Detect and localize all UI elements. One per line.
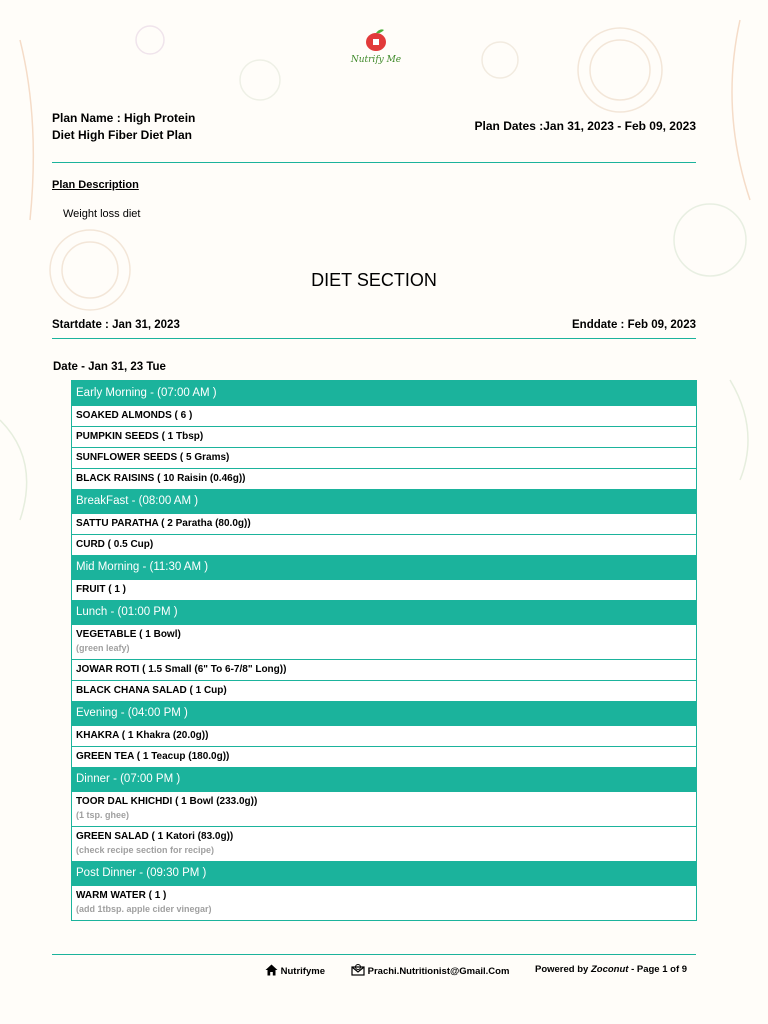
meal-item-note: (green leafy): [76, 643, 130, 653]
meal-item: [72, 746, 696, 767]
meal-item: [72, 886, 696, 920]
start-date: Startdate : Jan 31, 2023: [52, 319, 180, 331]
plan-name: [52, 110, 222, 144]
meal-item-name: BLACK RAISINS ( 10 Raisin (0.46g)): [76, 473, 246, 484]
home-icon: [265, 964, 278, 976]
meal-header: Evening - (04:00 PM ): [72, 701, 696, 726]
footer-site-label: Nutrifyme: [280, 966, 325, 977]
footer-email[interactable]: [351, 964, 509, 977]
footer-site[interactable]: [265, 964, 325, 977]
powered-prefix: Powered by: [535, 964, 591, 975]
divider: [52, 338, 696, 339]
meal-item: [72, 468, 696, 489]
plan-description-title: Plan Description: [52, 179, 139, 191]
meal-item: [72, 680, 696, 701]
diet-section-title: DIET SECTION: [311, 270, 437, 290]
end-date: Enddate : Feb 09, 2023: [572, 319, 696, 331]
meal-item-name: SOAKED ALMONDS ( 6 ): [76, 410, 193, 421]
plan-description-text: Weight loss diet: [63, 208, 141, 220]
meal-header: Mid Morning - (11:30 AM ): [72, 555, 696, 580]
apple-logo-icon: [362, 28, 390, 52]
meal-item: [72, 447, 696, 468]
meal-item: [72, 726, 696, 746]
meal-header: Early Morning - (07:00 AM ): [72, 381, 696, 406]
meal-item-name: SATTU PARATHA ( 2 Paratha (80.0g)): [76, 518, 251, 529]
email-icon: [351, 964, 365, 976]
nutrifyme-logo: [346, 28, 406, 72]
meal-item-name: BLACK CHANA SALAD ( 1 Cup): [76, 685, 227, 696]
meal-item-name: WARM WATER ( 1 ): [76, 890, 167, 901]
plan-name-line2: Diet High Fiber Diet Plan: [52, 128, 193, 142]
meal-item: [72, 792, 696, 826]
meal-header: BreakFast - (08:00 AM ): [72, 489, 696, 514]
meal-item: [72, 406, 696, 426]
meal-item-name: GREEN TEA ( 1 Teacup (180.0g)): [76, 751, 230, 762]
powered-brand: Zoconut: [590, 964, 629, 975]
diet-table: [71, 380, 697, 921]
meal-item-name: CURD ( 0.5 Cup): [76, 539, 154, 550]
meal-item-name: GREEN SALAD ( 1 Katori (83.0g)): [76, 831, 234, 842]
meal-item: [72, 426, 696, 447]
meal-header: Lunch - (01:00 PM ): [72, 600, 696, 625]
divider: [52, 162, 696, 163]
meal-item: [72, 826, 696, 861]
footer-divider: [52, 954, 696, 955]
meal-item-note: (check recipe section for recipe): [76, 845, 215, 855]
meal-item: [72, 534, 696, 555]
meal-header: Dinner - (07:00 PM ): [72, 767, 696, 792]
meal-item-name: PUMPKIN SEEDS ( 1 Tbsp): [76, 431, 204, 442]
day-date: Date - Jan 31, 23 Tue: [53, 361, 166, 373]
meal-item-name: KHAKRA ( 1 Khakra (20.0g)): [76, 730, 209, 741]
meal-item: [72, 514, 696, 534]
logo-brand: Nutrify Me: [350, 55, 402, 65]
footer-email-label: Prachi.Nutritionist@Gmail.Com: [367, 966, 510, 977]
meal-item-name: TOOR DAL KHICHDI ( 1 Bowl (233.0g)): [76, 796, 258, 807]
plan-dates: Plan Dates :Jan 31, 2023 - Feb 09, 2023: [474, 119, 696, 133]
footer-powered: [535, 964, 687, 975]
meal-item: [72, 659, 696, 680]
meal-item-name: VEGETABLE ( 1 Bowl): [76, 629, 181, 640]
meal-item: [72, 625, 696, 659]
meal-item-name: SUNFLOWER SEEDS ( 5 Grams): [76, 452, 230, 463]
meal-item: [72, 580, 696, 600]
meal-item-name: FRUIT ( 1 ): [76, 584, 126, 595]
meal-header: Post Dinner - (09:30 PM ): [72, 861, 696, 886]
meal-item-note: (1 tsp. ghee): [76, 810, 130, 820]
plan-name-line1: Plan Name : High Protein: [52, 111, 196, 125]
page-number: - Page 1 of 9: [628, 964, 688, 975]
meal-item-note: (add 1tbsp. apple cider vinegar): [76, 904, 212, 914]
meal-item-name: JOWAR ROTI ( 1.5 Small (6" To 6-7/8" Long)): [76, 664, 287, 675]
